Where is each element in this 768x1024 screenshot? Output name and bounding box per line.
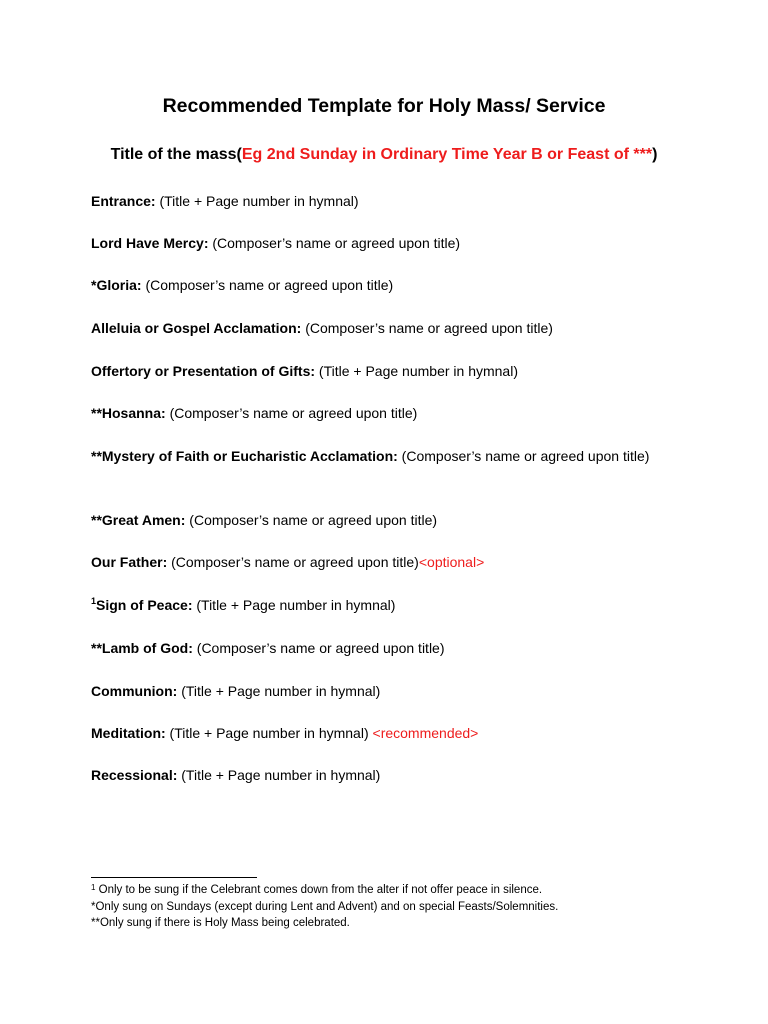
item-text: (Composer’s name or agreed upon title) <box>208 235 461 251</box>
footnote-2 <box>91 899 691 916</box>
footnote-text: **Only sung if there is Holy Mass being celebrated. <box>91 917 350 929</box>
item-text: (Composer’s name or agreed upon title) <box>167 554 419 570</box>
item-meditation <box>91 722 671 744</box>
optional-note: <optional> <box>418 554 485 570</box>
item-text: (Title + Page number in hymnal) <box>177 683 381 699</box>
item-text: (Title + Page number in hymnal) <box>315 363 518 379</box>
item-lord-have-mercy <box>91 232 671 254</box>
item-alleluia <box>91 317 671 339</box>
item-label: Recessional: <box>91 767 178 783</box>
item-text: (Composer’s name or agreed upon title) <box>185 512 438 528</box>
item-text: (Composer’s name or agreed upon title) <box>192 640 445 656</box>
item-mystery-of-faith <box>91 445 671 467</box>
footnote-text: Only to be sung if the Celebrant comes down from the alter if not offer peace in silence. <box>95 884 543 896</box>
item-text: (Composer’s name or agreed upon title) <box>301 320 553 336</box>
footnote-1 <box>91 882 691 899</box>
item-text: (Composer’s name or agreed upon title) <box>141 277 394 293</box>
item-great-amen <box>91 509 671 531</box>
mass-title-line <box>0 145 768 165</box>
item-sign-of-peace <box>91 594 671 616</box>
item-text: (Title + Page number in hymnal) <box>192 597 396 613</box>
item-label: **Hosanna: <box>91 405 166 421</box>
item-label: *Gloria: <box>91 277 142 293</box>
item-gloria <box>91 274 671 296</box>
page-title: Recommended Template for Holy Mass/ Service <box>162 95 606 117</box>
mass-title-prefix: Title of the mass( <box>110 146 242 163</box>
item-label: **Mystery of Faith or Eucharistic Acclamation: <box>91 448 398 464</box>
item-hosanna <box>91 402 671 424</box>
item-our-father <box>91 551 671 573</box>
footnote-divider <box>91 877 257 878</box>
item-label: **Lamb of God: <box>91 640 193 656</box>
item-label: Offertory or Presentation of Gifts: <box>91 363 316 379</box>
footnote-3 <box>91 915 691 932</box>
item-offertory <box>91 360 671 382</box>
mass-title-suffix: ) <box>652 146 658 163</box>
footnote-text: *Only sung on Sundays (except during Lent and Advent) and on special Feasts/Solemnities. <box>91 900 559 913</box>
mass-title-example: Eg 2nd Sunday in Ordinary Time Year B or Feast of *** <box>241 146 653 163</box>
item-label: Meditation: <box>91 725 166 741</box>
item-label: Sign of Peace: <box>96 597 193 613</box>
item-label: Entrance: <box>91 193 156 209</box>
item-text: (Composer’s name or agreed upon title) <box>165 405 418 421</box>
item-text: (Title + Page number in hymnal) <box>155 193 359 209</box>
footnote-marker: 1 <box>91 596 97 606</box>
item-communion <box>91 680 671 702</box>
item-recessional <box>91 764 671 786</box>
item-label: Communion: <box>91 683 178 699</box>
item-label: Alleluia or Gospel Acclamation: <box>91 320 302 336</box>
item-text: (Composer’s name or agreed upon title) <box>397 448 650 464</box>
item-entrance <box>91 190 671 212</box>
footnote-marker: 1 <box>91 883 96 892</box>
item-text: (Title + Page number in hymnal) <box>177 767 381 783</box>
footnotes <box>91 882 691 932</box>
item-label: **Great Amen: <box>91 512 186 528</box>
item-text: (Title + Page number in hymnal) <box>165 725 373 741</box>
recommended-note: <recommended> <box>372 725 479 741</box>
item-label: Our Father: <box>91 554 168 570</box>
item-lamb-of-god <box>91 637 671 659</box>
item-label: Lord Have Mercy: <box>91 235 209 251</box>
